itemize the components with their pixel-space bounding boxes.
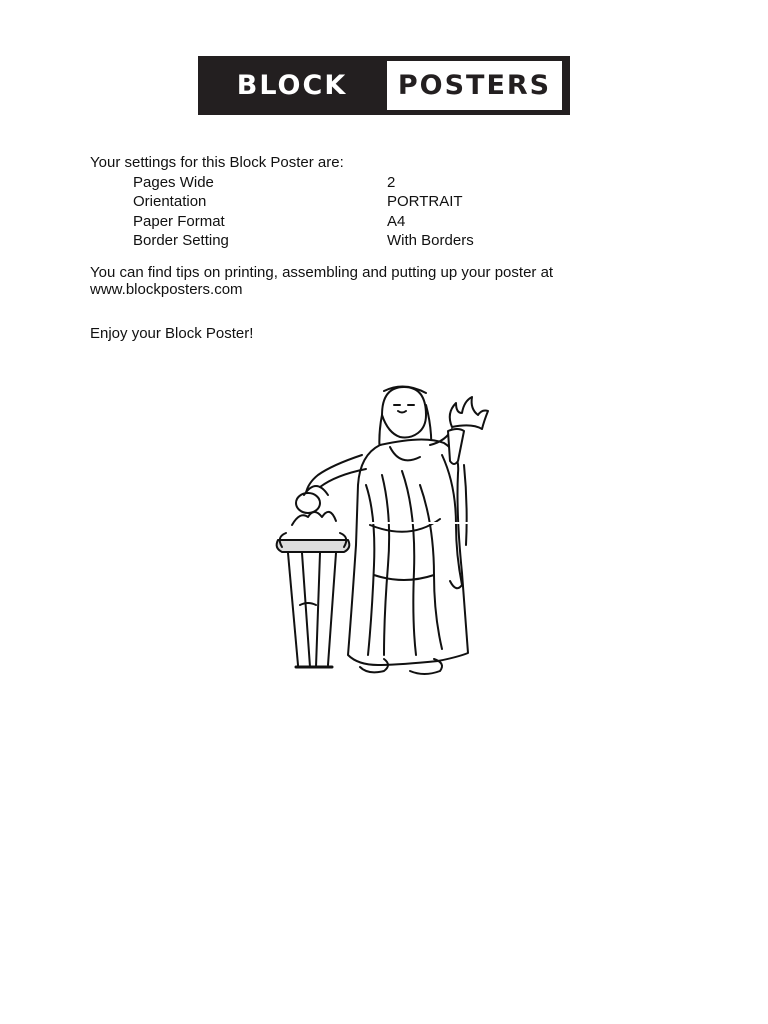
settings-intro: Your settings for this Block Poster are: (90, 154, 344, 171)
setting-label-orientation: Orientation (133, 193, 207, 210)
logo-posters-text: POSTERS (387, 61, 562, 110)
setting-value-paper-format: A4 (387, 213, 406, 230)
tips-paragraph (90, 265, 553, 298)
closing-message: Enjoy your Block Poster! (90, 325, 254, 342)
classical-goddess-with-torch-and-brazier-icon (270, 375, 500, 685)
setting-value-border-setting: With Borders (387, 232, 474, 249)
logo-block-text: BLOCK (236, 70, 348, 101)
tips-url: www.blockposters.com (90, 280, 243, 298)
tips-line: You can find tips on printing, assembling and putting up your poster at (90, 264, 554, 281)
setting-label-pages-wide: Pages Wide (133, 174, 214, 191)
block-posters-logo (198, 56, 570, 115)
setting-value-orientation: PORTRAIT (387, 193, 463, 210)
setting-label-border-setting: Border Setting (133, 232, 229, 249)
setting-value-pages-wide: 2 (387, 174, 396, 191)
setting-label-paper-format: Paper Format (133, 213, 225, 230)
